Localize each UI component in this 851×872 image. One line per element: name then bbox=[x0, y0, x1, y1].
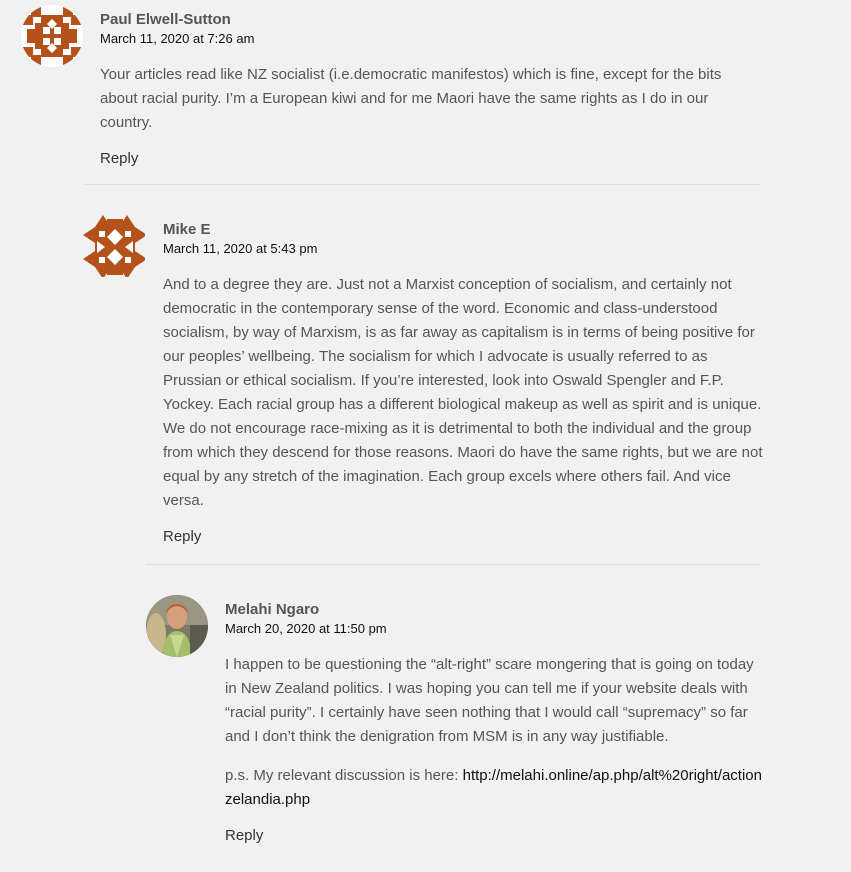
comment-divider bbox=[84, 184, 760, 185]
comment-text-ps-prefix: p.s. My relevant discussion is here: bbox=[225, 767, 463, 784]
identicon-avatar-icon bbox=[21, 5, 83, 67]
user-photo-avatar bbox=[146, 595, 208, 657]
identicon-avatar-icon bbox=[83, 215, 145, 277]
user-photo-avatar-icon bbox=[146, 595, 208, 657]
comment-divider bbox=[146, 564, 760, 565]
identicon-avatar bbox=[21, 5, 83, 67]
external-link-text[interactable]: http://melahi.online/ap.php/alt%20right/actionzelandia.php bbox=[225, 767, 762, 808]
comment-author[interactable]: Mike E bbox=[163, 221, 211, 238]
comment-author[interactable]: Paul Elwell-Sutton bbox=[100, 11, 231, 28]
comment-text: I happen to be questioning the “alt-right” scare mongering that is going on today in New Zealand politics. I was hoping you can tell me if your website deals with “racial purity”. I certainly have seen nothing that I would call “supremacy” so far and I don’t think the denigration from MSM is in any way justifiable. bbox=[225, 656, 754, 745]
comment-text: And to a degree they are. Just not a Marxist conception of socialism, and certainly not democratic in the contemporary sense of the word. Economic and class-understood socialism, by way of Marxism, is as far away as capitalism is in terms of being positive for our peoples’ wellbeing. The socialism for which I advocate is usually referred to as Prussian or ethical socialism. If you’re interested, look into Oswald Spengler and F.P. Yockey. Each racial group has a different biological makeup as well as spirit and is unique. We do not encourage race-mixing as it is detrimental to both the individual and the group from which they descend for those reasons. Maori do have the same rights, but we are not equal by any stretch of the imagination. Each group excels where others fail. And vice versa. bbox=[163, 276, 763, 509]
comment-author[interactable]: Melahi Ngaro bbox=[225, 601, 320, 618]
comment-date[interactable]: March 11, 2020 at 7:26 am bbox=[100, 31, 255, 46]
reply-link[interactable]: Reply bbox=[225, 827, 264, 844]
reply-link[interactable]: Reply bbox=[163, 528, 202, 545]
reply-link[interactable]: Reply bbox=[100, 150, 139, 167]
comment-text-ps bbox=[225, 764, 765, 812]
comment-date[interactable]: March 20, 2020 at 11:50 pm bbox=[225, 621, 387, 636]
comment-date[interactable]: March 11, 2020 at 5:43 pm bbox=[163, 241, 318, 256]
identicon-avatar bbox=[83, 215, 145, 277]
comment-text: Your articles read like NZ socialist (i.e.democratic manifestos) which is fine, except for the bits about racial purity. I’m a European kiwi and for me Maori have the same rights as I do in our country. bbox=[100, 66, 722, 131]
